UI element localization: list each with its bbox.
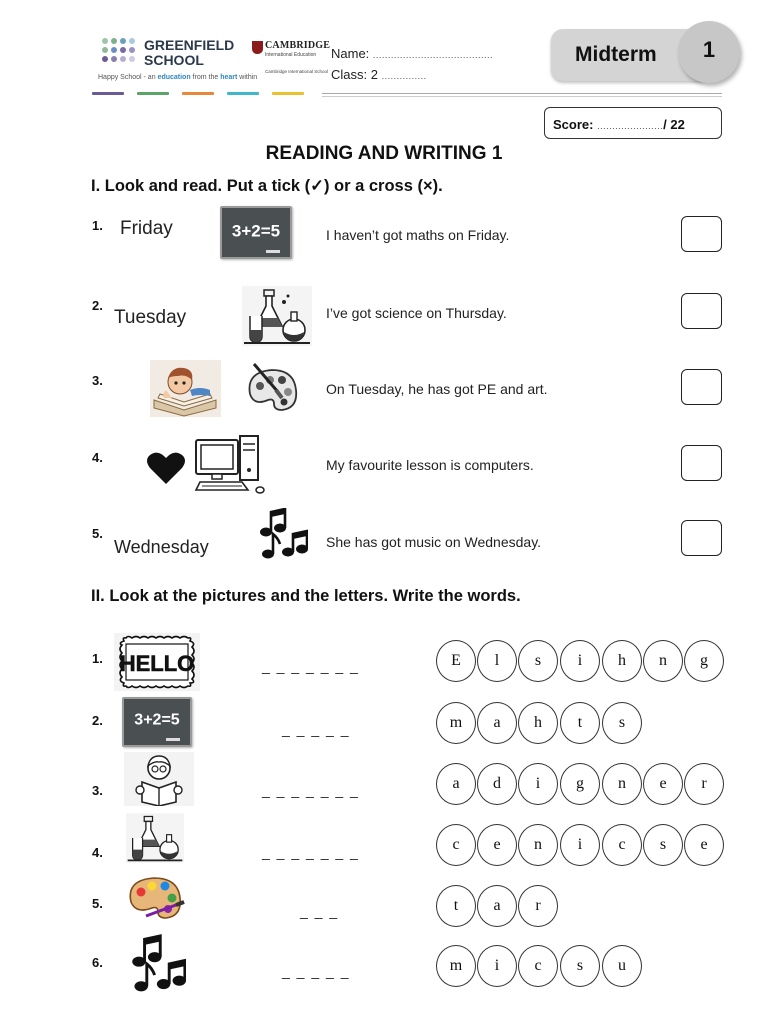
letter-circle: u xyxy=(602,945,642,987)
letter-circle: n xyxy=(602,763,642,805)
letter-circle: m xyxy=(436,702,476,744)
science-flask-icon xyxy=(126,813,184,863)
letter-circles xyxy=(436,702,646,744)
letter-circle: h xyxy=(602,640,642,682)
reading-boy-icon xyxy=(150,360,221,417)
letter-circle: l xyxy=(477,640,517,682)
tick-box-1[interactable] xyxy=(681,216,722,252)
answer-blanks[interactable]: _ _ _ xyxy=(300,903,339,919)
letter-circle: e xyxy=(477,824,517,866)
day-word: Friday xyxy=(120,218,173,239)
letter-circles xyxy=(436,763,726,805)
part1-item-number: 5. xyxy=(92,526,103,541)
maths-board-icon: 3+2=5 xyxy=(220,206,292,259)
hello-sign-icon xyxy=(114,633,200,691)
letter-circle: a xyxy=(436,763,476,805)
school-logo: GREENFIELD SCHOOL CAMBRIDGE International Education Cambridge International School Happy School - an education from the heart within xyxy=(98,37,331,81)
art-palette-icon xyxy=(126,872,186,924)
statement-text: I’ve got science on Thursday. xyxy=(326,305,507,321)
music-notes-icon xyxy=(258,508,308,562)
answer-blanks[interactable]: _ _ _ _ _ xyxy=(282,963,350,979)
statement-text: My favourite lesson is computers. xyxy=(326,457,534,473)
part1-item-number: 2. xyxy=(92,298,103,313)
score-label: Score: ....................../ 22 xyxy=(553,117,685,132)
letter-circle: a xyxy=(477,885,517,927)
cambridge-shield-icon xyxy=(252,41,263,54)
computer-icon xyxy=(192,432,268,496)
letter-circle: e xyxy=(643,763,683,805)
letter-circle: a xyxy=(477,702,517,744)
letter-circle: c xyxy=(436,824,476,866)
school-tagline: Happy School - an education from the heart within xyxy=(98,74,258,81)
letter-circle: r xyxy=(684,763,724,805)
letter-circles xyxy=(436,824,726,866)
logo-dots-icon xyxy=(102,38,136,72)
letter-circle: c xyxy=(602,824,642,866)
tick-box-3[interactable] xyxy=(681,369,722,405)
letter-circle: t xyxy=(436,885,476,927)
part2-item-number: 2. xyxy=(92,713,103,728)
letter-circle: i xyxy=(477,945,517,987)
part2-item-number: 3. xyxy=(92,783,103,798)
letter-circle: s xyxy=(518,640,558,682)
letter-circle: g xyxy=(560,763,600,805)
part1-heading: I. Look and read. Put a tick (✓) or a cross (×). xyxy=(91,177,443,195)
header-divider-secondary xyxy=(322,96,722,97)
statement-text: I haven’t got maths on Friday. xyxy=(326,227,510,243)
day-word: Wednesday xyxy=(114,537,209,557)
letter-circle: h xyxy=(518,702,558,744)
part2-item-number: 4. xyxy=(92,845,103,860)
letter-circle: e xyxy=(684,824,724,866)
maths-board-icon: 3+2=5 xyxy=(122,697,192,747)
heart-icon xyxy=(146,450,186,486)
answer-blanks[interactable]: _ _ _ _ _ _ _ xyxy=(262,658,360,674)
letter-circle: r xyxy=(518,885,558,927)
letter-circle: s xyxy=(643,824,683,866)
part2-item-number: 6. xyxy=(92,955,103,970)
day-word: Tuesday xyxy=(114,307,187,328)
midterm-number-badge: 1 xyxy=(678,21,740,83)
part1-item-number: 3. xyxy=(92,373,103,388)
page-title: READING AND WRITING 1 xyxy=(265,143,503,164)
letter-circle: i xyxy=(518,763,558,805)
letter-circle: E xyxy=(436,640,476,682)
letter-circles xyxy=(436,640,726,682)
class-field[interactable]: Class: 2 ............... xyxy=(331,67,427,82)
header-divider xyxy=(322,93,722,94)
reading-child-icon xyxy=(124,752,194,806)
letter-circle: n xyxy=(643,640,683,682)
answer-blanks[interactable]: _ _ _ _ _ _ _ xyxy=(262,782,360,798)
statement-text: She has got music on Wednesday. xyxy=(326,534,542,550)
statement-text: On Tuesday, he has got PE and art. xyxy=(326,381,548,397)
part2-heading: II. Look at the pictures and the letters. Write the words. xyxy=(91,587,521,605)
tick-box-5[interactable] xyxy=(681,520,722,556)
science-flask-icon xyxy=(242,286,312,346)
answer-blanks[interactable]: _ _ _ _ _ xyxy=(282,721,350,737)
name-field[interactable]: Name: ........................................ xyxy=(331,46,493,61)
part2-item-number: 1. xyxy=(92,651,103,666)
letter-circle: s xyxy=(560,945,600,987)
part1-item-number: 4. xyxy=(92,450,103,465)
letter-circle: s xyxy=(602,702,642,744)
score-box[interactable] xyxy=(544,107,722,139)
svg-text:HELLO: HELLO xyxy=(119,651,195,676)
header-color-bars xyxy=(92,92,317,96)
answer-blanks[interactable]: _ _ _ _ _ _ _ xyxy=(262,844,360,860)
letter-circle: n xyxy=(518,824,558,866)
letter-circles xyxy=(436,885,561,927)
letter-circle: c xyxy=(518,945,558,987)
tick-box-4[interactable] xyxy=(681,445,722,481)
letter-circle: g xyxy=(684,640,724,682)
part2-item-number: 5. xyxy=(92,896,103,911)
letter-circle: m xyxy=(436,945,476,987)
letter-circle: i xyxy=(560,640,600,682)
letter-circle: d xyxy=(477,763,517,805)
letter-circle: t xyxy=(560,702,600,744)
part1-item-number: 1. xyxy=(92,218,103,233)
music-notes-icon xyxy=(130,933,186,997)
school-name: GREENFIELD SCHOOL xyxy=(144,37,235,68)
midterm-tab: Midterm xyxy=(551,29,711,81)
letter-circles xyxy=(436,945,646,987)
letter-circle: i xyxy=(560,824,600,866)
art-palette-icon xyxy=(244,360,300,417)
tick-box-2[interactable] xyxy=(681,293,722,329)
